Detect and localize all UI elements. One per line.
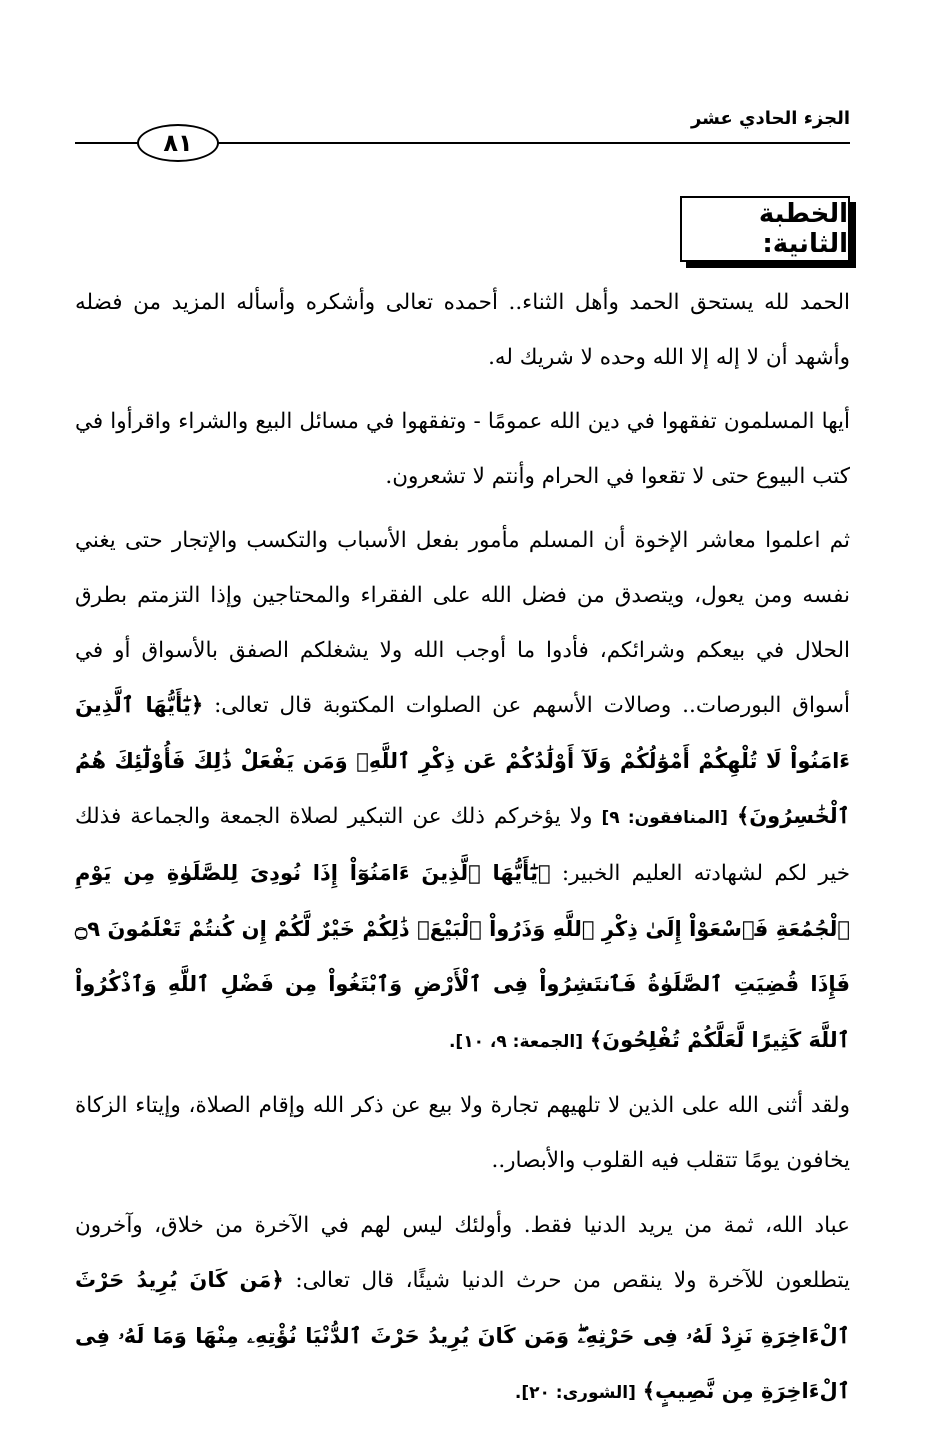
paragraph-1-text: الحمد لله يستحق الحمد وأهل الثناء.. أحمده تعالى وأشكره وأسأله المزيد من فضله وأشهد أن لا إله إلا الله وحده لا شريك له. bbox=[75, 290, 850, 370]
quran-quote-munafiqun: ﴿يَٰٓأَيُّهَا ٱلَّذِينَ ءَامَنُواْ لَا تُلْهِكُمْ أَمْوَٰلُكُمْ وَلَآ أَوْلَٰدُكُمْ عَن ذِكْرِ ٱللَّهِۚ وَمَن يَفْعَلْ ذَٰلِكَ فَأُوْلَٰٓئِكَ هُمُ ٱلْخَٰسِرُونَ﴾ bbox=[75, 693, 850, 829]
paragraph-2-text: أيها المسلمون تفقهوا في دين الله عمومًا - وتفقهوا في مسائل البيع والشراء واقرأوا في كتب البيوع حتى لا تقعوا في الحرام وأنتم لا تشعرون. bbox=[75, 409, 850, 489]
paragraph-3-text-before: ثم اعلموا معاشر الإخوة أن المسلم مأمور بفعل الأسباب والتكسب والإتجار حتى يغني نفسه ومن يعول، ويتصدق من فضل الله على الفقراء والمحتاجين وإذا التزمتم بطرق الحلال في بيعكم وشرائكم، فأدوا ما أوجب الله ولا يشغلكم الصفق بالأسواق أو في أسواق البورصات.. وصالات الأسهم عن الصلوات المكتوبة قال تعالى: bbox=[75, 528, 851, 719]
section-title: الخطبة الثانية: bbox=[758, 199, 848, 259]
running-title: الجزء الحادي عشر bbox=[690, 108, 850, 129]
paragraph-3-text-middle: ولا يؤخركم ذلك عن التبكير لصلاة الجمعة والجماعة فذلك خير لكم لشهادته العليم الخبير: bbox=[75, 804, 850, 886]
paragraph-5 bbox=[75, 1199, 850, 1421]
paragraph-5-text-before: عباد الله، ثمة من يريد الدنيا فقط. وأولئك ليس لهم في الآخرة من خلاق، وآخرون يتطلعون للآخرة ولا ينقص من حرث الدنيا شيئًا، قال تعالى: bbox=[75, 1212, 850, 1294]
paragraph-4-text: ولقد أثنى الله على الذين لا تلهيهم تجارة ولا بيع عن ذكر الله وإقام الصلاة، وإيتاء الزكاة يخافون يومًا تتقلب فيه القلوب والأبصار.. bbox=[75, 1093, 850, 1173]
page-body bbox=[75, 276, 850, 1431]
paragraph-4 bbox=[75, 1079, 850, 1188]
quran-ref-shura: [الشورى: ٢٠]. bbox=[514, 1383, 636, 1404]
quran-quote-shura: ﴿مَن كَانَ يُرِيدُ حَرْثَ ٱلْءَاخِرَةِ نَزِدْ لَهُۥ فِى حَرْثِهِۦۖ وَمَن كَانَ يُرِيدُ حَرْثَ ٱلدُّنْيَا نُؤْتِهِۦ مِنْهَا وَمَا لَهُۥ فِى ٱلْءَاخِرَةِ مِن نَّصِيبٍ﴾ bbox=[75, 1268, 850, 1404]
paragraph-2 bbox=[75, 395, 850, 504]
page-header bbox=[75, 100, 850, 160]
section-title-box bbox=[680, 196, 850, 262]
paragraph-1 bbox=[75, 276, 850, 385]
quran-ref-jumuah: [الجمعة: ٩، ١٠]. bbox=[448, 1031, 583, 1052]
quran-quote-jumuah: ﴿يَٰٓأَيُّهَا ٱلَّذِينَ ءَامَنُوٓاْ إِذَا نُودِىَ لِلصَّلَوٰةِ مِن يَوْمِ ٱلْجُمُعَةِ فَٱسْعَوْاْ إِلَىٰ ذِكْرِ ٱللَّهِ وَذَرُواْ ٱلْبَيْعَۚ ذَٰلِكُمْ خَيْرٌ لَّكُمْ إِن كُنتُمْ تَعْلَمُونَ ۝٩ فَإِذَا قُضِيَتِ ٱلصَّلَوٰةُ فَٱنتَشِرُواْ فِى ٱلْأَرْضِ وَٱبْتَغُواْ مِن فَضْلِ ٱللَّهِ وَٱذْكُرُواْ ٱللَّهَ كَثِيرًا لَّعَلَّكُمْ تُفْلِحُونَ﴾ bbox=[75, 860, 850, 1052]
paragraph-3 bbox=[75, 514, 850, 1069]
quran-ref-munafiqun: [المنافقون: ٩] bbox=[601, 808, 728, 829]
page-number: ٨١ bbox=[137, 124, 219, 162]
